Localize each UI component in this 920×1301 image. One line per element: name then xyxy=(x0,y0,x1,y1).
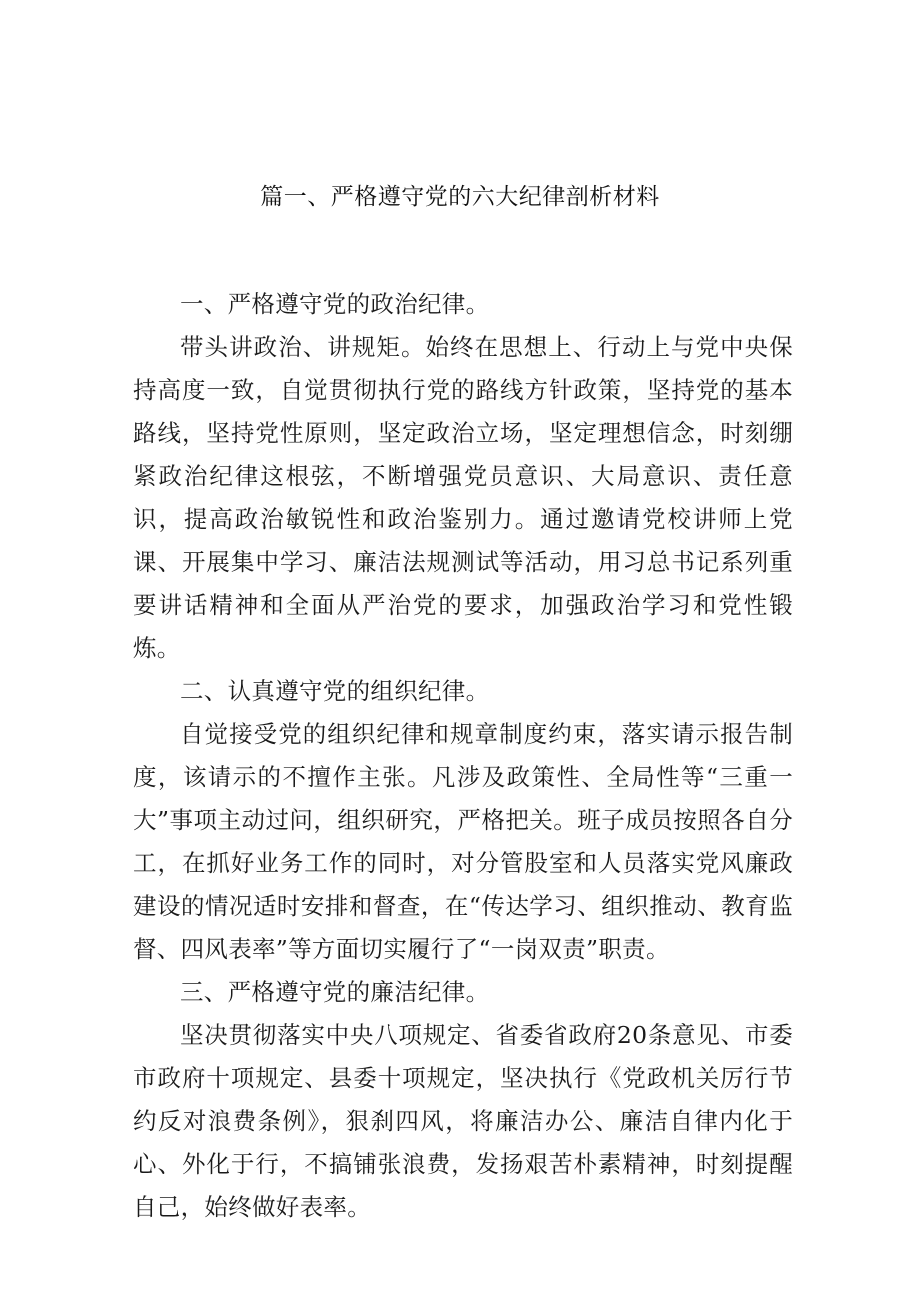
section-heading-2: 二、认真遵守党的组织纪律。 xyxy=(180,677,490,705)
section-paragraph-2: 自觉接受党的组织纪律和规章制度约束，落实请示报告制度，该请示的不擅作主张。凡涉及政策性、全局性等“三重一大”事项主动过问，组织研究，严格把关。班子成员按照各自分工，在抓好业务工作的同时，对分管股室和人员落实党风廉政建设的情况适时安排和督查，在“传达学习、组织推动、教育监督、四风表率”等方面切实履行了“一岗双责”职责。 xyxy=(133,720,793,963)
section-paragraph-3: 坚决贯彻落实中央八项规定、省委省政府20条意见、市委市政府十项规定、县委十项规定，坚决执行《党政机关厉行节约反对浪费条例》，狠刹四风，将廉洁办公、廉洁自律内化于心、外化于行，不搞铺张浪费，发扬艰苦朴素精神，时刻提醒自己，始终做好表率。 xyxy=(133,1021,793,1221)
document-body xyxy=(133,283,793,1229)
section-heading-1: 一、严格遵守党的政治纪律。 xyxy=(180,290,490,318)
document-title: 篇一、严格遵守党的六大纪律剖析材料 xyxy=(260,184,660,210)
section-paragraph-1: 带头讲政治、讲规矩。始终在思想上、行动上与党中央保持高度一致，自觉贯彻执行党的路线方针政策，坚持党的基本路线，坚持党性原则，坚定政治立场，坚定理想信念，时刻绷紧政治纪律这根弦，不断增强党员意识、大局意识、责任意识，提高政治敏锐性和政治鉴别力。通过邀请党校讲师上党课、开展集中学习、廉洁法规测试等活动，用习总书记系列重要讲话精神和全面从严治党的要求，加强政治学习和党性锻炼。 xyxy=(133,333,793,662)
section-heading-3: 三、严格遵守党的廉洁纪律。 xyxy=(180,978,490,1006)
